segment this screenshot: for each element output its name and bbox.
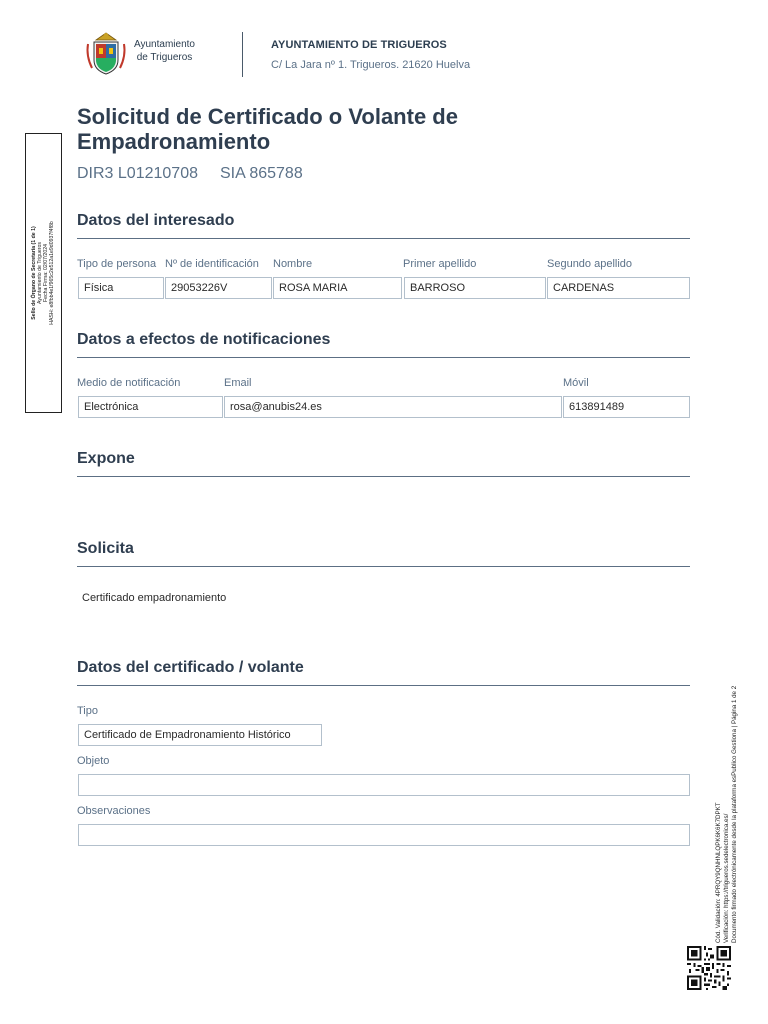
field-medio-notificacion[interactable]: Electrónica — [78, 396, 223, 418]
label-nombre: Nombre — [273, 258, 313, 270]
section-rule-interesado — [77, 238, 690, 239]
organization-name: AYUNTAMIENTO DE TRIGUEROS — [271, 39, 447, 51]
label-tipo-certificado: Tipo — [77, 705, 98, 717]
field-objeto[interactable] — [78, 774, 690, 796]
section-rule-certificado — [77, 685, 690, 686]
secretary-stamp-text — [31, 143, 55, 403]
section-title-solicita: Solicita — [77, 540, 134, 557]
label-movil: Móvil — [563, 377, 589, 389]
section-title-notificaciones: Datos a efectos de notificaciones — [77, 331, 331, 348]
logo-line-2: de Trigueros — [136, 52, 193, 63]
field-segundo-apellido[interactable]: CARDENAS — [547, 277, 690, 299]
stamp-line-4: HASH: e8fbb4e1f965c2e512a1e9d0937f4f8b — [49, 221, 55, 325]
solicita-text: Certificado empadronamiento — [82, 592, 227, 604]
sia-code: SIA 865788 — [219, 165, 303, 182]
label-objeto: Objeto — [77, 755, 110, 767]
dir3-code: DIR3 L01210708 — [77, 165, 198, 182]
verification-text — [715, 633, 739, 943]
field-primer-apellido[interactable]: BARROSO — [404, 277, 546, 299]
section-title-certificado: Datos del certificado / volante — [77, 659, 304, 676]
label-identificacion: Nº de identificación — [165, 258, 259, 270]
stamp-line-1: Sello de Órgano de Secretaría (1 de 1) — [31, 226, 37, 320]
label-segundo-apellido: Segundo apellido — [547, 258, 633, 270]
field-identificacion[interactable]: 29053226V — [165, 277, 272, 299]
field-observaciones[interactable] — [78, 824, 690, 846]
field-tipo-persona[interactable]: Física — [78, 277, 164, 299]
document-codes — [77, 165, 303, 183]
label-primer-apellido: Primer apellido — [403, 258, 477, 270]
section-rule-solicita — [77, 566, 690, 567]
coat-of-arms-logo — [84, 30, 128, 76]
verification-line-3: Documento firmado electrónicamente desde la plataforma esPublico Gestiona | Página 1 de 2 — [731, 685, 738, 943]
section-title-interesado: Datos del interesado — [77, 212, 235, 229]
logo-text — [134, 38, 195, 64]
label-tipo-persona: Tipo de persona — [77, 258, 157, 270]
document-title: Solicitud de Certificado o Volante de Empadronamiento — [77, 104, 458, 154]
label-email: Email — [224, 377, 252, 389]
field-movil[interactable]: 613891489 — [563, 396, 690, 418]
field-tipo-certificado[interactable]: Certificado de Empadronamiento Histórico — [78, 724, 322, 746]
section-title-expone: Expone — [77, 450, 135, 467]
section-rule-expone — [77, 476, 690, 477]
verification-line-2: Verificación: https://trigueros.sedelectronica.es/ — [723, 813, 730, 943]
stamp-line-3: Fecha Firma: 02/07/2024 — [43, 244, 49, 302]
section-rule-notificaciones — [77, 357, 690, 358]
logo-line-1: Ayuntamiento — [134, 39, 195, 50]
label-medio-notificacion: Medio de notificación — [77, 377, 181, 389]
organization-address: C/ La Jara nº 1. Trigueros. 21620 Huelva — [271, 59, 471, 71]
header-divider — [242, 32, 243, 77]
stamp-line-2: Ayuntamiento de Trigueros — [37, 242, 43, 304]
field-nombre[interactable]: ROSA MARIA — [273, 277, 402, 299]
verification-line-1: Cód. Validación: 4PRQY9QNHNLQPK6K6K7DPKT — [715, 802, 722, 943]
field-email[interactable]: rosa@anubis24.es — [224, 396, 562, 418]
label-observaciones: Observaciones — [77, 805, 151, 817]
qr-code-icon[interactable] — [687, 946, 731, 990]
